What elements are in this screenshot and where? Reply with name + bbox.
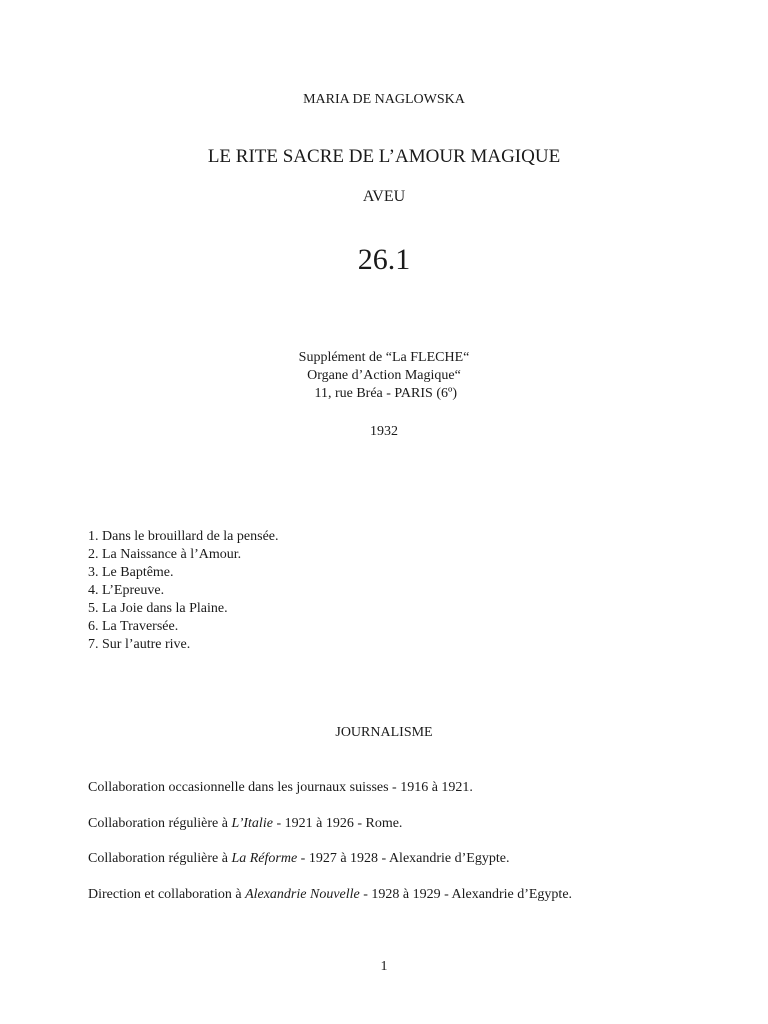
journalism-entry <box>88 850 572 886</box>
entry-text: Collaboration régulière à <box>88 815 232 831</box>
contents-item: 1. Dans le brouillard de la pensée. <box>88 529 279 544</box>
supplement-line: Supplément de “La FLECHE“ <box>298 350 470 365</box>
document-title: LE RITE SACRE DE L’AMOUR MAGIQUE <box>207 146 561 167</box>
supplement-block <box>0 349 768 403</box>
journalism-entry <box>88 886 572 922</box>
contents-item: 7. Sur l’autre rive. <box>88 637 191 652</box>
entry-text: - 1927 à 1928 - Alexandrie d’Egypte. <box>297 851 510 866</box>
publication-name: Alexandrie Nouvelle <box>245 886 360 902</box>
entry-text: - 1928 à 1929 - Alexandrie d’Egypte. <box>359 886 573 902</box>
contents-item: 4. L’Epreuve. <box>88 583 165 598</box>
entry-text: Collaboration régulière à <box>88 851 232 866</box>
supplement-line: 11, rue Bréa - PARIS (6º) <box>310 386 457 401</box>
publication-name: La Réforme <box>231 851 298 866</box>
page-number: 1 <box>380 959 388 974</box>
contents-item: 5. La Joie dans la Plaine. <box>88 601 228 616</box>
entry-text: - 1921 à 1926 - Rome. <box>272 815 403 831</box>
journalism-entry <box>88 779 572 815</box>
contents-item: 3. Le Baptême. <box>88 565 174 580</box>
publication-year: 1932 <box>370 424 398 439</box>
author-name: MARIA DE NAGLOWSKA <box>303 92 465 107</box>
contents-item: 2. La Naissance à l’Amour. <box>88 547 242 562</box>
publication-name: L’Italie <box>231 815 273 831</box>
entry-text: Collaboration occasionnelle dans les journaux suisses - 1916 à 1921. <box>88 780 473 795</box>
document-number: 26.1 <box>357 243 411 276</box>
journalism-heading: JOURNALISME <box>335 725 433 740</box>
contents-item: 6. La Traversée. <box>88 619 179 634</box>
journalism-entry <box>88 815 572 851</box>
document-subtitle: AVEU <box>362 188 406 205</box>
supplement-line: Organe d’Action Magique“ <box>307 368 461 383</box>
journalism-list <box>88 779 572 921</box>
entry-text: Direction et collaboration à <box>88 886 246 902</box>
contents-list <box>88 528 279 654</box>
